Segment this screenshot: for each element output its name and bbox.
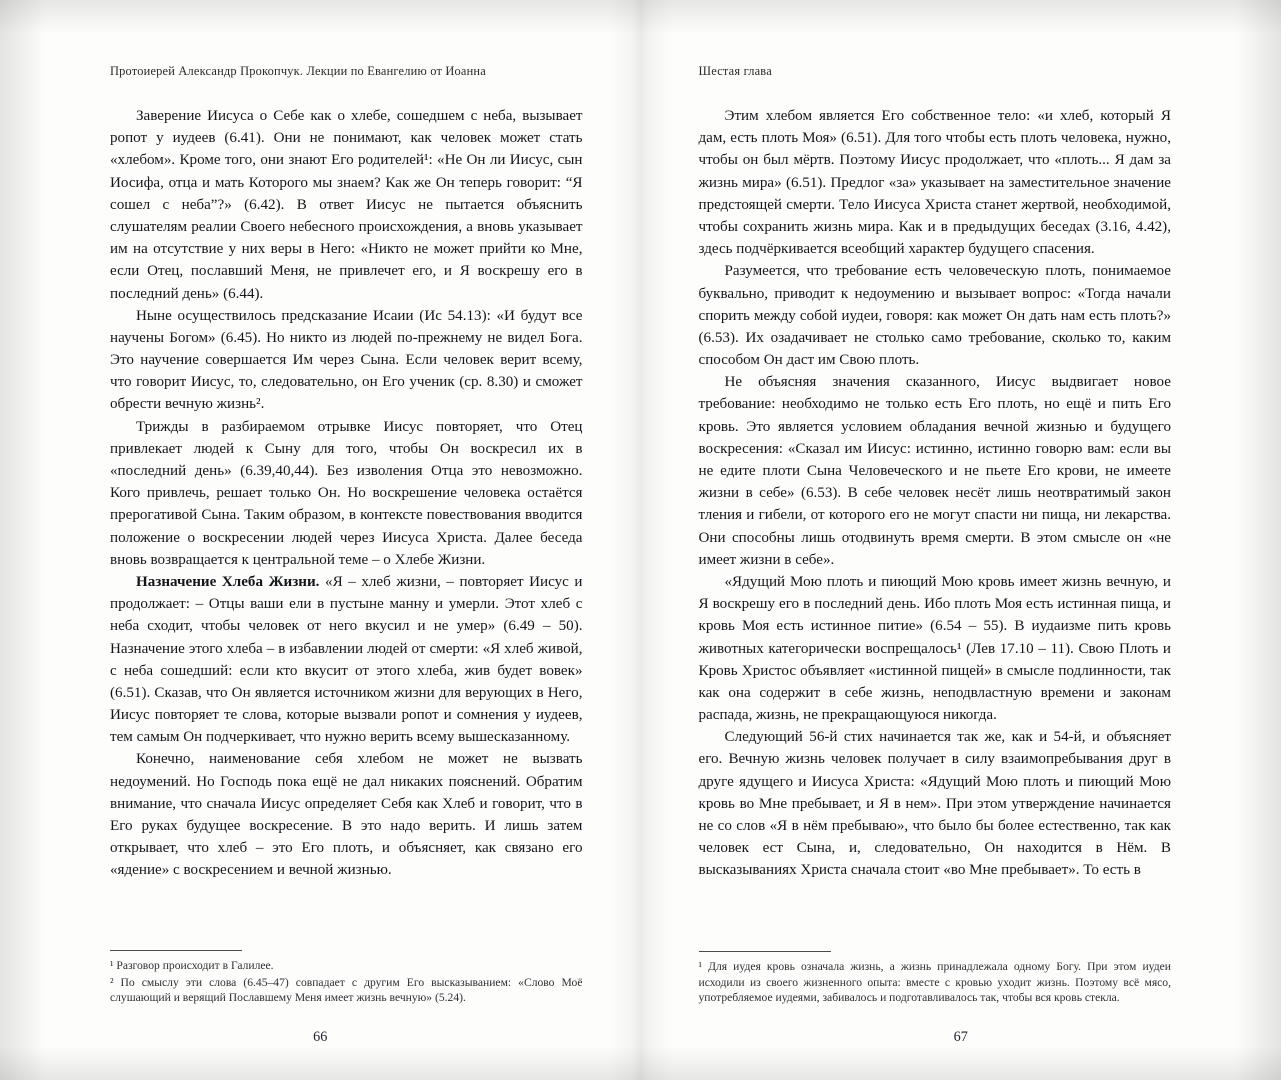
- page-right: [641, 0, 1281, 1080]
- footnotes-right: [699, 951, 1172, 1006]
- body-text-left: [110, 105, 583, 882]
- paragraph: Заверение Иисуса о Себе как о хлебе, сошедшем с неба, вызывает ропот у иудеев (6.41). Они не понимают, как человек может стать «хлебом». Кроме того, они знают Его родителей¹: «Не Он ли Иисус, сын Иосифа, отца и мать Которого мы знаем? Как же Он теперь говорит: “Я сошел с неба”?» (6.42). В ответ Иисус не пытается объяснить слушателям реалии Своего небесного происхождения, а вновь указывает им на отсутствие у них веры в Него: «Никто не может прийти ко Мне, если Отец, пославший Меня, не привлечет его, и Я воскрешу его в последний день» (6.44).: [110, 108, 583, 302]
- paragraph: Этим хлебом является Его собственное тело: «и хлеб, который Я дам, есть плоть Моя» (6.51). Для того чтобы есть плоть человека, нужно, чтобы он был мёртв. Поэтому Иисус продолжает, что «плоть... Я дам за жизнь мира» (6.51). Предлог «за» указывает на заместительное значение предстоящей смерти. Тело Иисуса Христа станет жертвой, необходимой, чтобы сохранить жизнь мира. Как и в предыдущих беседах (3.16, 4.42), здесь подчёркивается всеобщий характер будущего спасения.: [698, 108, 1171, 258]
- footnotes-left: [110, 950, 583, 1006]
- footnote-rule: [699, 951, 831, 952]
- paragraph: Конечно, наименование себя хлебом не может не вызвать недоумений. Но Господь пока ещё не дал никаких пояснений. Обратим внимание, что сначала Иисус определяет Себя как Хлеб и говорит, что в Его руках будущее воскресение. В это надо верить. И лишь затем открывает, что хлеб – это Его плоть, и объясняет, как связано его «ядение» с воскресением и вечной жизнью.: [110, 751, 583, 879]
- footnote-rule: [110, 950, 242, 951]
- paragraph-bread-of-life: [110, 571, 583, 749]
- paragraph: Ныне осуществилось предсказание Исаии (Ис 54.13): «И будут все научены Богом» (6.45). Но никто из людей по-прежнему не видел Бога. Это научение совершается Им через Сына. Если человек верит всему, что говорит Иисус, то, следовательно, он Его ученик (ср. 8.30) и сможет обрести вечную жизнь².: [110, 307, 583, 413]
- footnote: ¹ Разговор происходит в Галилее.: [110, 959, 274, 973]
- body-text-right: [699, 105, 1172, 882]
- paragraph: Трижды в разбираемом отрывке Иисус повторяет, что Отец привлекает людей к Сыну для того, чтобы Он воскресил их в «последний день» (6.39,40,44). Без изволения Отца это невозможно. Кого привлечь, решает только Он. Но воскрешение человека остаётся прерогативой Сына. Таким образом, в контексте повествования вводится положение о воскресении людей через Иисуса Христа. Далее беседа вновь возвращается к центральной теме – о Хлебе Жизни.: [110, 418, 583, 568]
- paragraph: Следующий 56-й стих начинается так же, как и 54-й, и объясняет его. Вечную жизнь человек получает в силу взаимопребывания друг в друге ядущего и Иисуса Христа: «Ядущий Мою плоть и пиющий Мою кровь во Мне пребывает, и Я в нем». При этом утверждение начинается не со слов «Я в нём пребываю», что было бы более естественно, так как человек ест Сына, и, следовательно, Он находится в Нём. В высказываниях Христа сначала стоит «во Мне пребывает». То есть в: [698, 729, 1171, 879]
- page-number-right: 67: [953, 1029, 968, 1045]
- paragraph: Не объясняя значения сказанного, Иисус выдвигает новое требование: необходимо не только есть Его плоть, но ещё и пить Его кровь. Это является условием обладания вечной жизнью и будущего воскресения: «Сказал им Иисус: истинно, истинно говорю вам: если вы не едите плоти Сына Человеческого и не пьете Его крови, не имеете жизни в себе» (6.53). В себе человек несёт лишь неотвратимый закон тления и гибели, от которого его не могут спасти ни пища, ни лекарства. Они способны лишь отодвинуть время смерти. В этом смысле он «не имеет жизни в себе».: [698, 374, 1171, 568]
- footnote: ¹ Для иудея кровь означала жизнь, а жизнь принадлежала одному Богу. При этом иудеи исходили из своего жизненного опыта: вместе с кровью уходит жизнь. Поэтому всё мясо, употребляемое иудеями, забивалось и подготавливалось так, чтобы вся кровь стекла.: [698, 960, 1171, 1005]
- section-body: «Я – хлеб жизни, – повторяет Иисус и продолжает: – Отцы ваши ели в пустыне манну и умерли. Этот хлеб с неба сходит, чтобы человек от него вкусил и не умер» (6.49 – 50). Назначение этого хлеба – в избавлении людей от смерти: «Я хлеб живой, с неба сошедший: если кто вкусит от этого хлеба, жив будет вовек» (6.51). Сказав, что Он является источником жизни для верующих в Него, Иисус повторяет те слова, которые вызвали ропот и сомнения у иудеев, тем самым Он подчеркивает, что нужно верить всему вышесказанному.: [110, 573, 583, 746]
- section-lead-in: Назначение Хлеба Жизни.: [136, 573, 320, 590]
- paragraph: «Ядущий Мою плоть и пиющий Мою кровь имеет жизнь вечную, и Я воскрешу его в последний день. Ибо плоть Моя есть истинная пища, и кровь Моя есть истинное питие» (6.54 – 55). В иудаизме пить кровь животных категорически воспрещалось¹ (Лев 17.10 – 11). Свою Плоть и Кровь Христос объявляет «истинной пищей» в смысле подлинности, так как она содержит в себе жизнь, неподвластную времени и законам распада, жизнь, не прекращающуюся никогда.: [698, 573, 1171, 724]
- page-number-left: 66: [313, 1029, 328, 1045]
- running-head-left: Протоиерей Александр Прокопчук. Лекции по Евангелию от Иоанна: [110, 64, 486, 78]
- running-head-right: Шестая глава: [698, 64, 772, 78]
- paragraph: Разумеется, что требование есть человеческую плоть, понимаемое буквально, приводит к недоумению и вызывает вопрос: «Тогда начали спорить между собой иудеи, говоря: как может Он дать нам есть плоть?» (6.53). Их озадачивает не столько само требование, сколько то, каким способом Он даст им Свою плоть.: [698, 263, 1171, 369]
- footnote: ² По смыслу эти слова (6.45–47) совпадает с другим Его высказыванием: «Слово Моё слушающий и верящий Пославшему Меня имеет жизнь вечную» (5.24).: [110, 975, 583, 1005]
